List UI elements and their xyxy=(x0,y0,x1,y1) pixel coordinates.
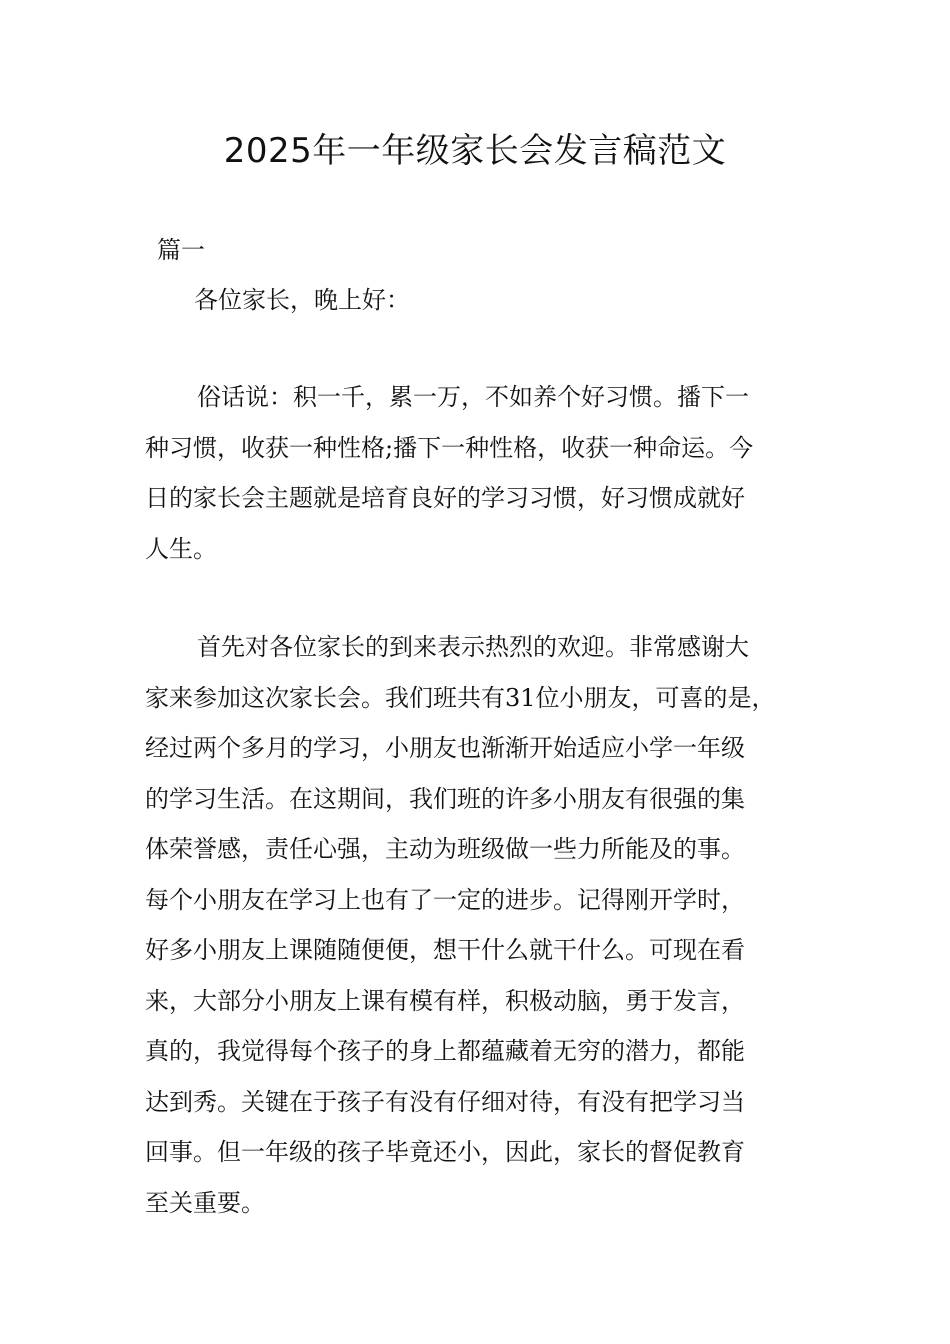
paragraph-line: 的学习生活。在这期间，我们班的许多小朋友有很强的集 xyxy=(145,784,745,813)
document-title: 2025年一年级家长会发言稿范文 xyxy=(223,131,727,171)
paragraph-line: 首先对各位家长的到来表示热烈的欢迎。非常感谢大 xyxy=(197,633,749,661)
paragraph-line: 家来参加这次家长会。我们班共有31位小朋友，可喜的是， xyxy=(145,683,776,712)
paragraph-line: 好多小朋友上课随随便便，想干什么就干什么。可现在看 xyxy=(145,936,745,964)
paragraph-line: 人生。 xyxy=(145,534,217,563)
paragraph-line: 种习惯，收获一种性格;播下一种性格，收获一种命运。今 xyxy=(145,433,754,462)
paragraph-line: 俗话说：积一千，累一万，不如养个好习惯。播下一 xyxy=(197,383,749,411)
paragraph-1 xyxy=(145,372,835,574)
section-label: 篇一 xyxy=(157,236,205,264)
paragraph-line: 至关重要。 xyxy=(145,1188,265,1217)
paragraph-line: 回事。但一年级的孩子毕竟还小，因此，家长的督促教育 xyxy=(145,1138,745,1166)
paragraph-line: 日的家长会主题就是培育良好的学习习惯，好习惯成就好 xyxy=(145,484,745,512)
paragraph-line: 真的，我觉得每个孩子的身上都蕴藏着无穷的潜力，都能 xyxy=(145,1037,745,1065)
paragraph-2 xyxy=(145,622,835,1228)
paragraph-line: 每个小朋友在学习上也有了一定的进步。记得刚开学时， xyxy=(145,885,745,914)
paragraph-line: 达到秀。关键在于孩子有没有仔细对待，有没有把学习当 xyxy=(145,1087,745,1116)
paragraph-line: 体荣誉感，责任心强，主动为班级做一些力所能及的事。 xyxy=(145,835,745,863)
paragraph-line: 来，大部分小朋友上课有模有样，积极动脑，勇于发言， xyxy=(145,986,745,1015)
greeting: 各位家长，晚上好： xyxy=(194,286,410,314)
paragraph-line: 经过两个多月的学习，小朋友也渐渐开始适应小学一年级 xyxy=(145,734,745,762)
